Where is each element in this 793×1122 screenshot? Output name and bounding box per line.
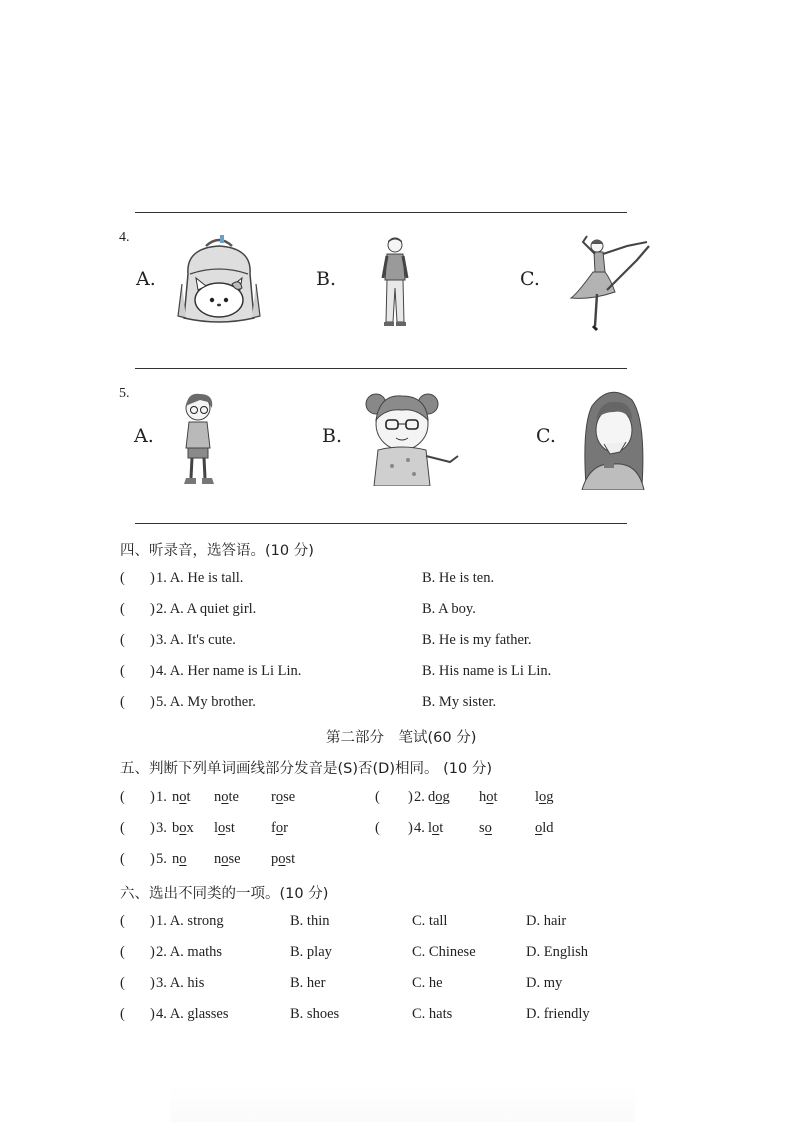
word: lost bbox=[214, 820, 235, 836]
question-number: 1. bbox=[156, 789, 167, 805]
option-b: B. My sister. bbox=[422, 694, 497, 710]
word: rose bbox=[271, 789, 296, 805]
word: hot bbox=[479, 789, 498, 805]
option-c: C. tall bbox=[412, 913, 448, 929]
question-number: 5. bbox=[156, 851, 167, 867]
standing-boy-picture bbox=[378, 236, 412, 328]
question-number: 4. bbox=[414, 820, 425, 836]
q5-option-c-label: C. bbox=[536, 425, 556, 447]
answer-paren[interactable]: ( bbox=[120, 663, 125, 679]
option-b: B. play bbox=[290, 944, 332, 960]
option-c: C. he bbox=[412, 975, 443, 991]
answer-paren[interactable]: ( bbox=[120, 694, 125, 710]
option-b: B. He is my father. bbox=[422, 632, 532, 648]
option-b: B. His name is Li Lin. bbox=[422, 663, 552, 679]
word: post bbox=[271, 851, 296, 867]
q5-option-a-label: A. bbox=[134, 425, 154, 447]
option-c: C. hats bbox=[412, 1006, 453, 1022]
answer-paren[interactable]: ( bbox=[375, 820, 380, 836]
option-b: B. A boy. bbox=[422, 601, 476, 617]
shy-girl-picture bbox=[580, 386, 646, 490]
option-a: 5. A. My brother. bbox=[156, 694, 256, 710]
question-paren-close: ) bbox=[150, 789, 155, 805]
question-number-5: 5. bbox=[119, 386, 130, 401]
answer-paren[interactable]: ( bbox=[120, 913, 125, 929]
word: so bbox=[479, 820, 492, 836]
q4-option-b-label: B. bbox=[316, 268, 337, 290]
section-6-title: 六、选出不同类的一项。(10 分) bbox=[120, 886, 329, 902]
question-paren-close: ) bbox=[150, 570, 155, 586]
question-paren-close: ) bbox=[150, 663, 155, 679]
answer-line-3[interactable] bbox=[135, 212, 627, 213]
option-a: 2. A. maths bbox=[156, 944, 223, 960]
option-d: D. friendly bbox=[526, 1006, 590, 1022]
word: for bbox=[271, 820, 288, 836]
word: nose bbox=[214, 851, 241, 867]
answer-paren[interactable]: ( bbox=[120, 975, 125, 991]
answer-paren[interactable]: ( bbox=[120, 632, 125, 648]
question-number: 3. bbox=[156, 820, 167, 836]
answer-paren[interactable]: ( bbox=[375, 789, 380, 805]
answer-paren[interactable]: ( bbox=[120, 820, 125, 836]
question-paren-close: ) bbox=[150, 1006, 155, 1022]
word: dog bbox=[428, 789, 450, 805]
part-2-title: 第二部分 笔试(60 分) bbox=[326, 730, 477, 746]
question-paren-close: ) bbox=[408, 820, 413, 836]
question-paren-close: ) bbox=[150, 913, 155, 929]
question-paren-close: ) bbox=[150, 601, 155, 617]
word: not bbox=[172, 789, 191, 805]
word: no bbox=[172, 851, 187, 867]
option-a: 4. A. Her name is Li Lin. bbox=[156, 663, 302, 679]
question-paren-close: ) bbox=[150, 975, 155, 991]
answer-paren[interactable]: ( bbox=[120, 789, 125, 805]
question-number-4: 4. bbox=[119, 230, 130, 245]
answer-line-5[interactable] bbox=[135, 523, 627, 524]
question-number: 2. bbox=[414, 789, 425, 805]
answer-paren[interactable]: ( bbox=[120, 570, 125, 586]
word: old bbox=[535, 820, 554, 836]
question-paren-close: ) bbox=[150, 820, 155, 836]
answer-paren[interactable]: ( bbox=[120, 601, 125, 617]
q4-option-c-label: C. bbox=[520, 268, 540, 290]
answer-paren[interactable]: ( bbox=[120, 944, 125, 960]
question-paren-close: ) bbox=[150, 694, 155, 710]
section-5-title: 五、判断下列单词画线部分发音是(S)否(D)相同。 (10 分) bbox=[120, 761, 492, 777]
option-a: 1. A. strong bbox=[156, 913, 224, 929]
backpack-picture bbox=[176, 234, 262, 326]
question-paren-close: ) bbox=[408, 789, 413, 805]
word: log bbox=[535, 789, 554, 805]
option-a: 3. A. his bbox=[156, 975, 205, 991]
boy-with-glasses-picture bbox=[178, 392, 220, 488]
option-d: D. English bbox=[526, 944, 589, 960]
word: box bbox=[172, 820, 194, 836]
option-d: D. hair bbox=[526, 913, 567, 929]
option-b: B. He is ten. bbox=[422, 570, 495, 586]
answer-line-4[interactable] bbox=[135, 368, 627, 369]
q5-option-b-label: B. bbox=[322, 425, 343, 447]
option-a: 2. A. A quiet girl. bbox=[156, 601, 257, 617]
answer-paren[interactable]: ( bbox=[120, 851, 125, 867]
question-paren-close: ) bbox=[150, 632, 155, 648]
q4-option-a-label: A. bbox=[136, 268, 156, 290]
question-paren-close: ) bbox=[150, 944, 155, 960]
section-4-title: 四、听录音，选答语。(10 分) bbox=[120, 543, 314, 559]
option-b: B. her bbox=[290, 975, 326, 991]
option-c: C. Chinese bbox=[412, 944, 476, 960]
option-a: 1. A. He is tall. bbox=[156, 570, 244, 586]
option-a: 3. A. It's cute. bbox=[156, 632, 236, 648]
option-d: D. my bbox=[526, 975, 563, 991]
answer-paren[interactable]: ( bbox=[120, 1006, 125, 1022]
option-a: 4. A. glasses bbox=[156, 1006, 229, 1022]
word: lot bbox=[428, 820, 444, 836]
option-b: B. thin bbox=[290, 913, 330, 929]
option-b: B. shoes bbox=[290, 1006, 340, 1022]
page-footer-shade bbox=[170, 1085, 635, 1122]
question-paren-close: ) bbox=[150, 851, 155, 867]
word: note bbox=[214, 789, 239, 805]
girl-with-glasses-picture bbox=[362, 386, 462, 486]
ballerina-picture bbox=[567, 234, 651, 332]
